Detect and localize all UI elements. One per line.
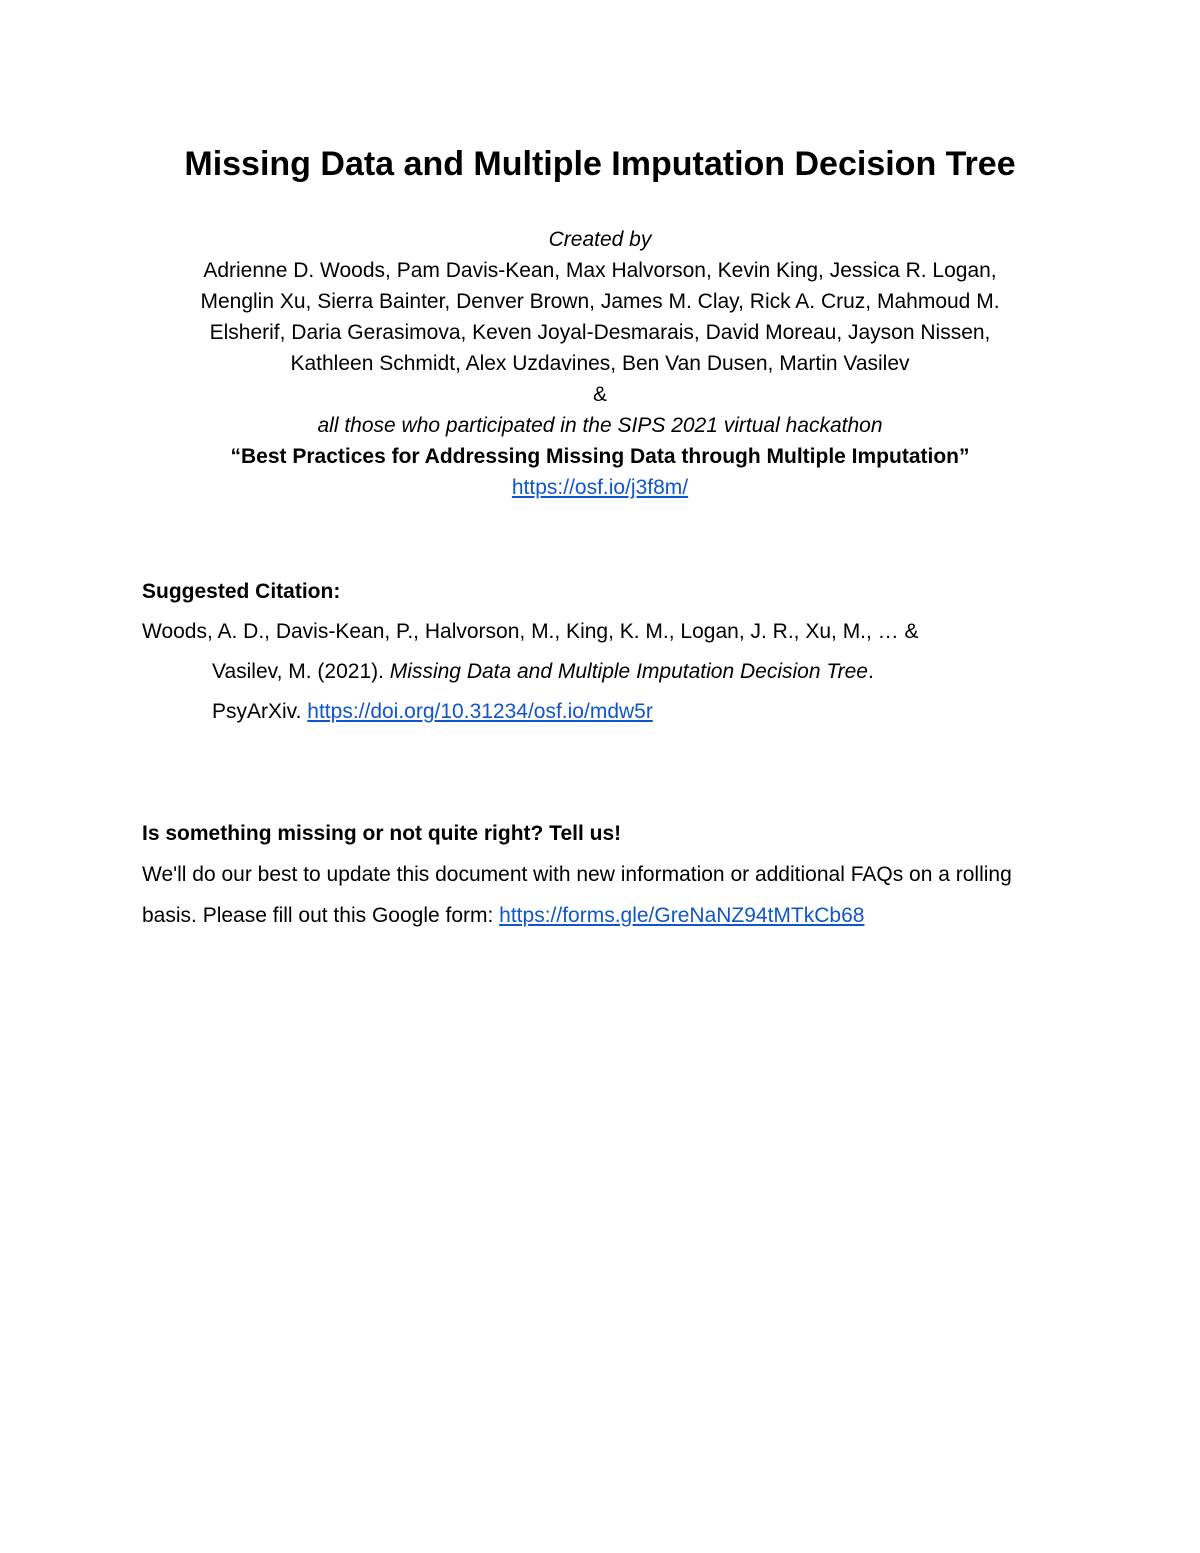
authors-line-4: Kathleen Schmidt, Alex Uzdavines, Ben Van Dusen, Martin Vasilev bbox=[290, 352, 910, 375]
ampersand: & bbox=[592, 383, 607, 406]
citation-authors-year: Vasilev, M. (2021). bbox=[212, 660, 390, 683]
feedback-body: We'll do our best to update this document with new information or additional FAQs on a rolling basis. Please fill out this Google form: bbox=[142, 863, 1012, 927]
doi-link[interactable]: https://doi.org/10.31234/osf.io/mdw5r bbox=[307, 700, 653, 723]
authors-line-2: Menglin Xu, Sierra Bainter, Denver Brown, James M. Clay, Rick A. Cruz, Mahmoud M. bbox=[200, 290, 1000, 313]
citation-period: . bbox=[867, 660, 874, 683]
authors-line-3: Elsherif, Daria Gerasimova, Keven Joyal-Desmarais, David Moreau, Jayson Nissen, bbox=[209, 321, 991, 344]
citation-heading: Suggested Citation: bbox=[142, 580, 341, 603]
feedback-text bbox=[142, 854, 1072, 936]
byline bbox=[130, 224, 1070, 503]
citation-section bbox=[142, 572, 1072, 732]
participants-line: all those who participated in the SIPS 2021 virtual hackathon bbox=[317, 414, 883, 437]
citation-publisher: PsyArXiv. bbox=[212, 700, 308, 723]
citation-line-1: Woods, A. D., Davis-Kean, P., Halvorson, M., King, K. M., Logan, J. R., Xu, M., … & bbox=[142, 620, 919, 643]
google-form-link[interactable]: https://forms.gle/GreNaNZ94tMTkCb68 bbox=[499, 904, 865, 927]
citation-line-3 bbox=[142, 692, 1072, 732]
citation-work-title: Missing Data and Multiple Imputation Decision Tree bbox=[389, 660, 868, 683]
project-link[interactable]: https://osf.io/j3f8m/ bbox=[511, 476, 689, 499]
feedback-heading: Is something missing or not quite right? Tell us! bbox=[142, 822, 622, 845]
feedback-section bbox=[142, 814, 1072, 936]
hackathon-title: “Best Practices for Addressing Missing Data through Multiple Imputation” bbox=[230, 445, 970, 468]
citation-line-2 bbox=[142, 652, 1072, 692]
authors-line-1: Adrienne D. Woods, Pam Davis-Kean, Max Halvorson, Kevin King, Jessica R. Logan, bbox=[203, 259, 997, 282]
created-by-label: Created by bbox=[548, 228, 652, 251]
document-title: Missing Data and Multiple Imputation Decision Tree bbox=[184, 145, 1016, 183]
